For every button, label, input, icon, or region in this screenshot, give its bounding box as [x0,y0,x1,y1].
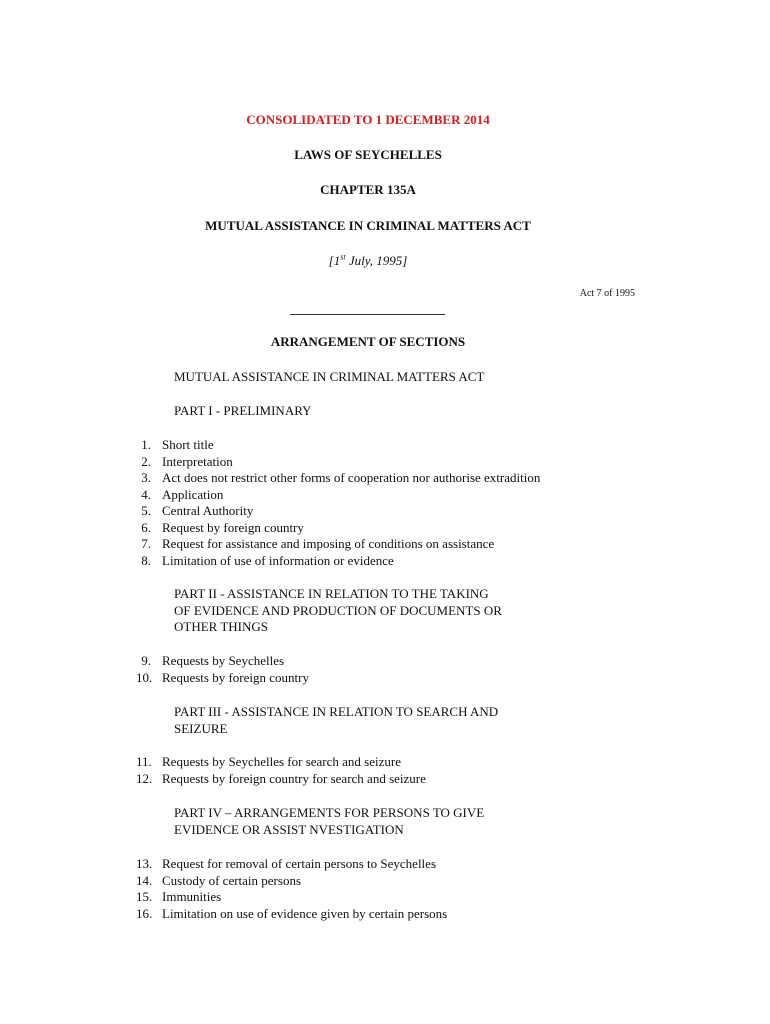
section-title: Central Authority [162,503,254,518]
section-title: Request for assistance and imposing of conditions on assistance [162,536,495,551]
chapter-heading: CHAPTER 135A [320,182,416,197]
section-title: Requests by foreign country [162,669,309,685]
section-number: 9. [141,653,151,668]
section-number: 1. [141,437,151,452]
section-number: 5. [141,503,151,518]
section-number: 10. [136,669,153,685]
arrangement-heading: ARRANGEMENT OF SECTIONS [270,334,466,349]
section-number: 8. [141,552,151,568]
section-title: Interpretation [162,453,233,469]
part-heading-line: EVIDENCE OR ASSIST NVESTIGATION [174,821,404,837]
part-heading [174,805,484,838]
section-number: 6. [141,519,151,535]
section-number: 2. [141,453,151,469]
section-title: Requests by Seychelles [162,653,285,668]
act-title: MUTUAL ASSISTANCE IN CRIMINAL MATTERS ACT [205,218,531,233]
section-number: 15. [136,889,153,904]
section-title: Limitation of use of information or evidence [162,552,394,568]
section-number: 4. [141,486,151,502]
divider-rule [290,314,445,315]
section-title: Limitation on use of evidence given by certain persons [162,905,448,921]
date-suffix: July, 1995] [345,253,408,268]
part-heading-line: OTHER THINGS [174,619,269,634]
section-number: 13. [136,856,153,871]
section-number: 12. [136,770,153,786]
part-heading-line: PART IV – ARRANGEMENTS FOR PERSONS TO GIVE [174,805,485,820]
commencement-date [0,253,736,269]
section-title: Requests by foreign country for search and seizure [162,770,426,786]
section-title: Request for removal of certain persons to Seychelles [162,856,436,871]
part-heading-line: PART I - PRELIMINARY [174,403,312,418]
part-heading-line: PART II - ASSISTANCE IN RELATION TO THE TAKING [174,586,489,601]
part-heading [174,704,498,737]
consolidation-notice: CONSOLIDATED TO 1 DECEMBER 2014 [246,112,490,127]
arrangement-act-name: MUTUAL ASSISTANCE IN CRIMINAL MATTERS ACT [174,369,485,384]
section-title: Short title [162,437,214,452]
section-title: Requests by Seychelles for search and seizure [162,754,401,769]
part-heading-line: PART III - ASSISTANCE IN RELATION TO SEARCH AND [174,704,499,719]
part-heading-line: SEIZURE [174,720,228,736]
section-number: 3. [141,470,151,485]
section-title: Immunities [162,889,222,904]
section-number: 11. [136,754,152,769]
act-reference: Act 7 of 1995 [579,288,635,299]
part-heading-line: OF EVIDENCE AND PRODUCTION OF DOCUMENTS OR [174,602,502,618]
date-prefix: [1 [328,253,341,268]
part-heading [174,403,312,420]
section-title: Act does not restrict other forms of cooperation nor authorise extradition [162,470,541,485]
part-heading [174,586,502,636]
section-title: Application [162,486,224,502]
section-title: Request by foreign country [162,519,304,535]
section-title: Custody of certain persons [162,872,302,888]
date-ordinal: st [340,252,346,262]
section-number: 16. [136,905,153,921]
section-number: 14. [136,872,153,888]
section-number: 7. [141,536,151,551]
laws-heading: LAWS OF SEYCHELLES [294,147,442,162]
